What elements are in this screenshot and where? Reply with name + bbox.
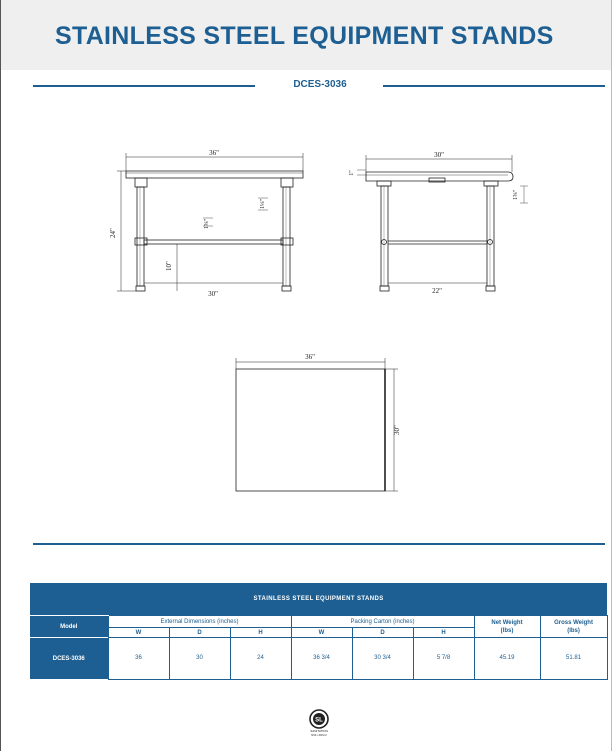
section-divider	[33, 543, 605, 545]
front-width-label: 36"	[209, 149, 219, 157]
row-carton-d: 30 3/4	[352, 638, 413, 680]
net-weight-header: Net Weight (lbs)	[474, 616, 540, 638]
svg-text:SL: SL	[315, 717, 323, 724]
front-height-label: 24"	[109, 228, 117, 238]
carton-d-header: D	[352, 628, 413, 638]
front-undershelf-height-label: 10"	[165, 261, 173, 271]
model-column-header: Model	[30, 616, 108, 638]
spec-table-title: STAINLESS STEEL EQUIPMENT STANDS	[30, 583, 607, 616]
row-model: DCES-3036	[30, 638, 108, 680]
top-view-drawing	[236, 358, 398, 491]
row-carton-h: 5 7/8	[413, 638, 474, 680]
gross-weight-header: Gross Weight (lbs)	[540, 616, 607, 638]
nsf-certification-icon	[305, 707, 333, 739]
table-row	[30, 638, 607, 680]
model-label: DCES-3036	[293, 79, 347, 90]
ext-d-header: D	[169, 628, 230, 638]
page-title: STAINLESS STEEL EQUIPMENT STANDS	[55, 22, 554, 50]
side-view-labels	[349, 151, 519, 295]
top-depth-label: 30"	[393, 425, 401, 435]
row-gross-weight: 51.81	[540, 638, 607, 680]
external-dimensions-header: External Dimensions (inches)	[108, 616, 291, 628]
svg-text:SANITATION: SANITATION	[310, 729, 328, 733]
row-carton-w: 36 3/4	[291, 638, 352, 680]
side-top-offset-label: 1"	[349, 170, 355, 176]
top-view-labels	[305, 353, 401, 435]
front-view-drawing	[117, 153, 303, 291]
row-ext-d: 30	[169, 638, 230, 680]
row-ext-h: 24	[230, 638, 291, 680]
carton-h-header: H	[413, 628, 474, 638]
packing-carton-header: Packing Carton (inches)	[291, 616, 474, 628]
front-shelf-thickness-label: 1⅝"	[204, 219, 210, 229]
spec-table	[30, 583, 608, 680]
carton-w-header: W	[291, 628, 352, 638]
top-width-label: 36"	[305, 353, 315, 361]
ext-h-header: H	[230, 628, 291, 638]
side-leg-spread-label: 22"	[432, 287, 442, 295]
front-top-thickness-label: 1⅛"	[260, 199, 266, 209]
ext-w-header: W	[108, 628, 169, 638]
row-ext-w: 36	[108, 638, 169, 680]
side-edge-depth-label: 1⅝"	[513, 190, 519, 200]
side-depth-label: 30"	[434, 151, 444, 159]
row-net-weight: 45.19	[474, 638, 540, 680]
front-undershelf-span-label: 30"	[208, 290, 218, 298]
svg-text:NSF / ANSI 2: NSF / ANSI 2	[311, 734, 327, 737]
side-view-drawing	[357, 155, 528, 291]
